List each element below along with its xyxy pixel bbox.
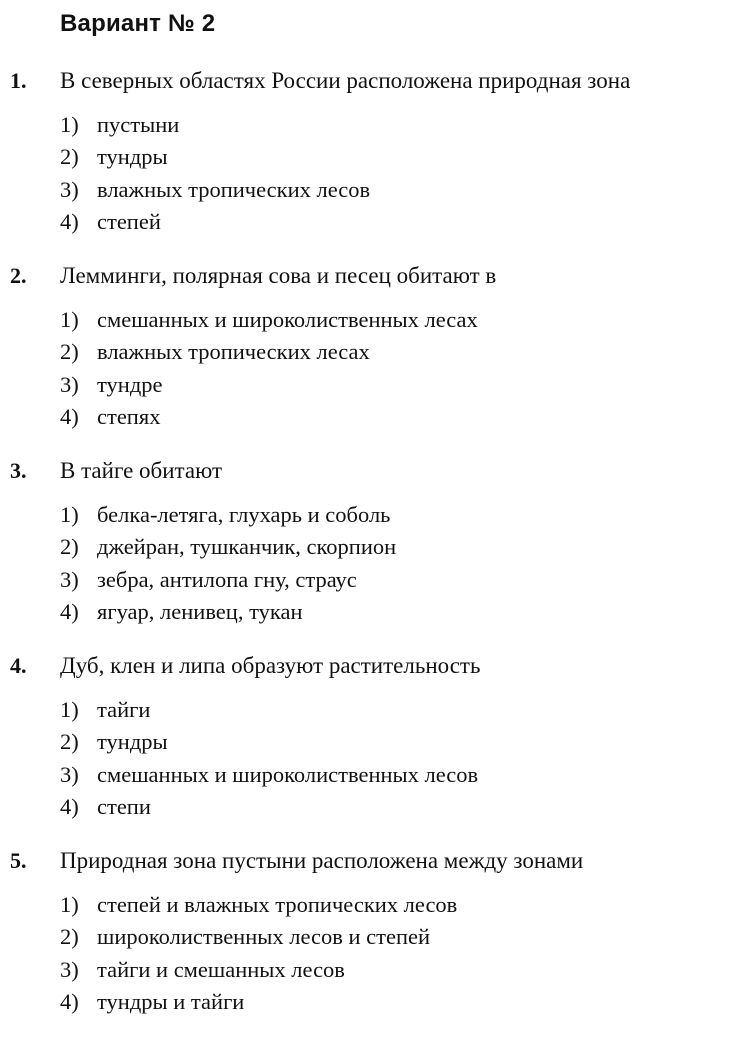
answer-options — [60, 304, 478, 433]
option-number: 4) — [60, 208, 79, 234]
option-number: 4) — [60, 403, 79, 429]
option-text: смешанных и широколиственных лесов — [97, 761, 479, 787]
question-4 — [0, 651, 755, 846]
option-text: тайги и смешанных лесов — [97, 956, 345, 982]
option-text: белка-летяга, глухарь и соболь — [97, 502, 391, 527]
answer-options — [60, 109, 370, 238]
option-number: 1) — [60, 892, 79, 917]
option-number: 1) — [60, 502, 79, 527]
answer-option — [60, 174, 370, 206]
question-text: Природная зона пустыни расположена между зонами — [60, 848, 584, 873]
option-text: влажных тропических лесах — [97, 339, 370, 365]
answer-option — [60, 206, 370, 238]
answer-options — [60, 889, 457, 1018]
question-number: 2. — [10, 263, 27, 288]
answer-option — [60, 596, 396, 628]
option-number: 3) — [60, 761, 79, 787]
option-number: 2) — [60, 534, 79, 560]
option-number: 2) — [60, 339, 79, 365]
option-text: тундры — [97, 144, 168, 170]
option-text: степи — [97, 793, 151, 819]
answer-option — [60, 954, 457, 986]
option-text: тайги — [97, 697, 151, 722]
option-number: 1) — [60, 307, 79, 332]
option-text: степей и влажных тропических лесов — [97, 892, 458, 917]
question-number: 1. — [10, 68, 27, 93]
question-number: 5. — [10, 848, 27, 873]
answer-option — [60, 921, 457, 953]
answer-option — [60, 889, 457, 921]
option-text: тундры — [97, 729, 168, 755]
option-number: 2) — [60, 144, 79, 170]
answer-option — [60, 564, 396, 596]
question-2 — [0, 261, 755, 456]
answer-option — [60, 531, 396, 563]
answer-option — [60, 369, 478, 401]
answer-option — [60, 726, 478, 758]
option-text: тундре — [97, 371, 163, 397]
answer-option — [60, 401, 478, 433]
option-number: 3) — [60, 956, 79, 982]
answer-option — [60, 759, 478, 791]
answer-options — [60, 694, 478, 823]
question-number: 3. — [10, 458, 27, 483]
option-number: 2) — [60, 729, 79, 755]
answer-option — [60, 336, 478, 368]
variant-title: Вариант № 2 — [60, 10, 216, 37]
question-number: 4. — [10, 653, 27, 678]
answer-option — [60, 304, 478, 336]
option-text: степях — [97, 403, 161, 429]
option-number: 3) — [60, 566, 79, 592]
answer-option — [60, 791, 478, 823]
answer-options — [60, 499, 396, 628]
question-list — [0, 66, 755, 1041]
option-number: 4) — [60, 793, 79, 819]
question-text: В тайге обитают — [60, 458, 223, 483]
option-text: зебра, антилопа гну, страус — [97, 566, 357, 592]
option-text: джейран, тушканчик, скорпион — [97, 534, 397, 560]
option-number: 3) — [60, 371, 79, 397]
option-text: степей — [97, 208, 161, 234]
answer-option — [60, 499, 396, 531]
question-text: Лемминги, полярная сова и песец обитают в — [60, 263, 497, 288]
answer-option — [60, 109, 370, 141]
option-text: пустыни — [97, 112, 180, 137]
answer-option — [60, 694, 478, 726]
question-text: Дуб, клен и липа образуют растительность — [60, 653, 481, 678]
option-number: 1) — [60, 112, 79, 137]
option-text: широколиственных лесов и степей — [97, 924, 431, 950]
answer-option — [60, 986, 457, 1018]
option-text: ягуар, ленивец, тукан — [97, 598, 303, 624]
option-number: 4) — [60, 988, 79, 1014]
question-text: В северных областях России расположена природная зона — [60, 68, 631, 93]
option-text: влажных тропических лесов — [97, 176, 371, 202]
answer-option — [60, 141, 370, 173]
option-number: 3) — [60, 176, 79, 202]
question-1 — [0, 66, 755, 261]
option-number: 2) — [60, 924, 79, 950]
question-5 — [0, 846, 755, 1041]
option-number: 1) — [60, 697, 79, 722]
option-number: 4) — [60, 598, 79, 624]
option-text: тундры и тайги — [97, 988, 245, 1014]
question-3 — [0, 456, 755, 651]
option-text: смешанных и широколиственных лесах — [97, 307, 478, 332]
